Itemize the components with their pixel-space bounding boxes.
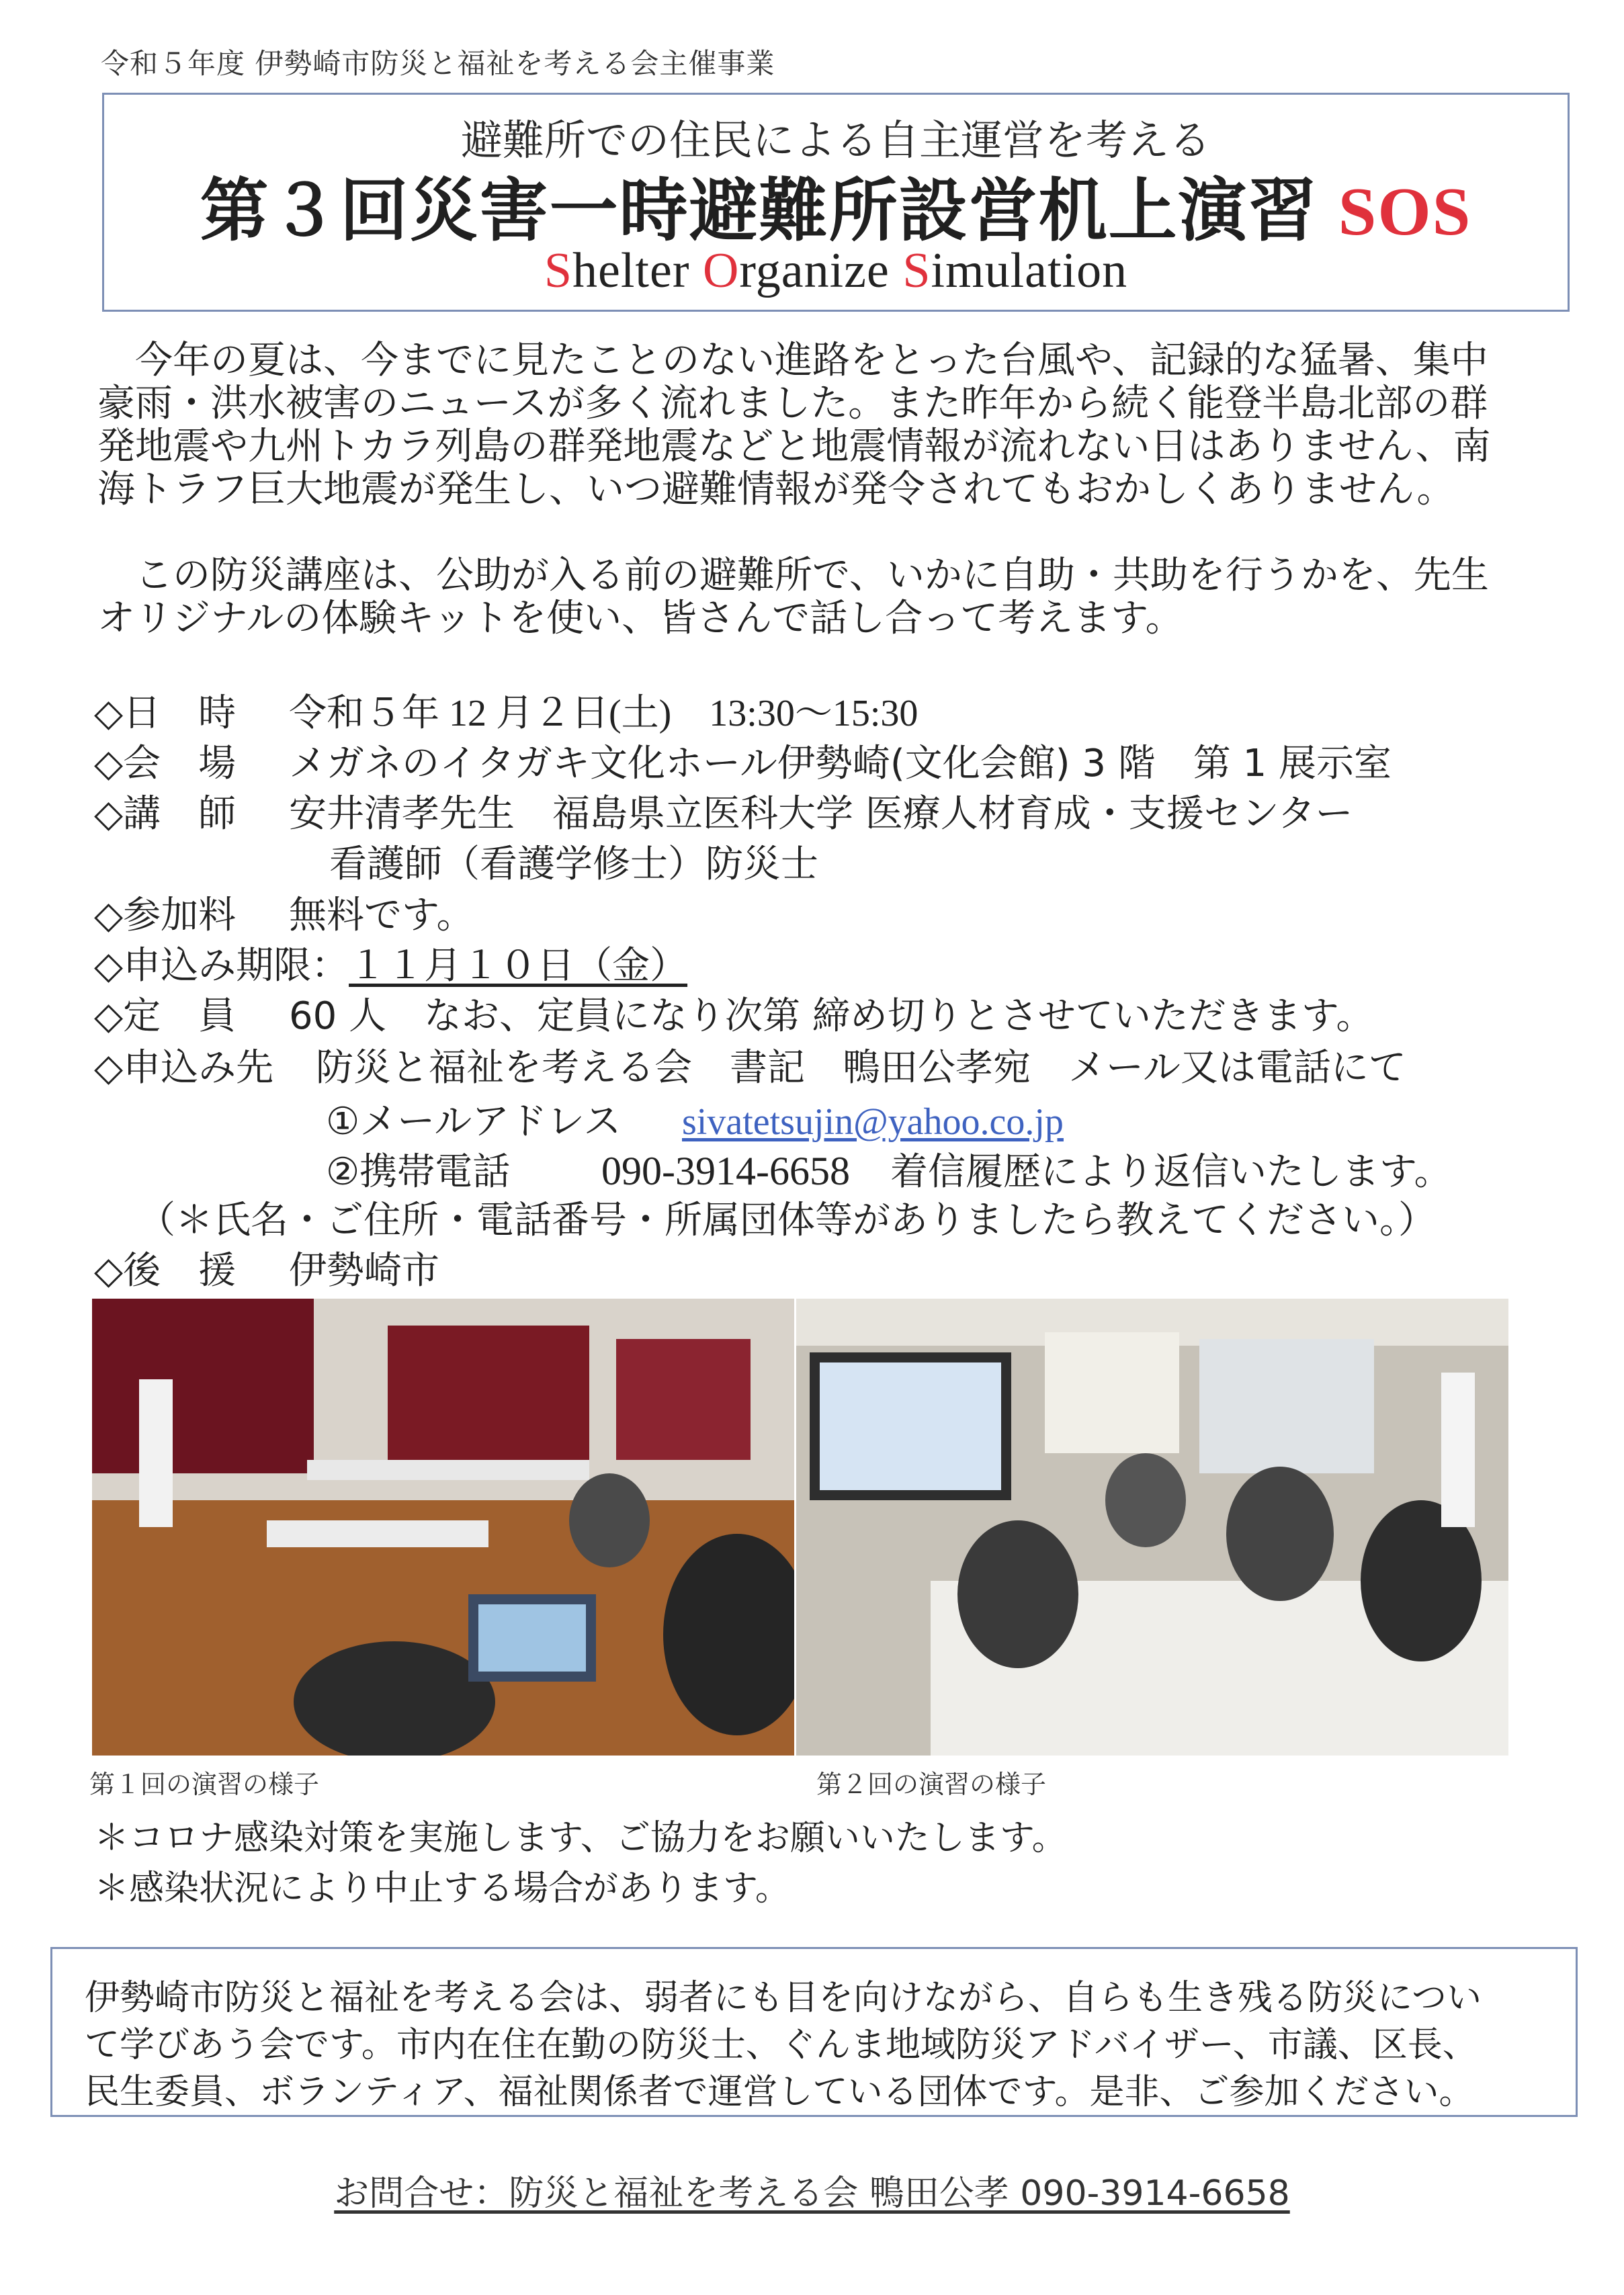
capacity-label: ◇定 員 [94,994,237,1038]
intro-line: 豪雨・洪水被害のニュースが多く流れました。また昨年から続く能登半島北部の群 [97,382,1488,425]
lecturer-title: 看護師（看護学修士）防災士 [329,842,818,886]
intro-line: 海トラフ巨大地震が発生し、いつ避難情報が発令されてもおかしくありません。 [97,468,1455,511]
fee-row [94,896,474,936]
event-title-text: 第３回災害一時避難所設営机上演習 [200,171,1318,251]
note-cancel: ＊感染状況により中止する場合があります。 [94,1868,790,1909]
venue-label: ◇会 場 [94,742,237,785]
english-word-imulation: imulation [931,243,1128,298]
fee-value: 無料です。 [289,894,474,937]
venue-row [94,744,1392,784]
support-value: 伊勢崎市 [289,1249,439,1293]
intro-line: オリジナルの体験キットを使い、皆さんで話し合って考えます。 [97,597,1183,640]
about-box [50,1947,1578,2117]
english-word-helter: helter [572,243,703,298]
capacity-value: 60 人 なお、定員になり次第 締め切りとさせていただきます。 [289,994,1374,1038]
note-covid: ＊コロナ感染対策を実施します、ご協力をお願いいたします。 [94,1818,1067,1858]
date-label: ◇日 時 [94,691,237,735]
photo-first-session [92,1299,794,1756]
event-title [104,157,1568,255]
english-word-rganize: rganize [739,243,903,298]
english-initial-o: O [702,243,740,298]
support-label: ◇後 援 [94,1249,237,1293]
email-link[interactable]: sivatetsujin@yahoo.co.jp [682,1101,1064,1143]
email-label: ①メールアドレス [326,1100,622,1143]
photo-second-session-image [796,1299,1508,1756]
support-row [94,1251,439,1291]
contact-line [0,2165,1624,2215]
date-value: 令和５年 12 月２日(土) 13:30～15:30 [289,693,918,734]
request-note: （＊氏名・ご住所・電話番号・所属団体等がありましたら教えてください。） [138,1199,1436,1242]
deadline-label: ◇申込み期限： [94,944,349,988]
about-line: 民生委員、ボランティア、福祉関係者で運営している団体です。是非、ご参加ください。 [85,2072,1474,2112]
intro-paragraph-1 [97,339,1576,511]
intro-paragraph-2 [97,554,1576,640]
phone-note: 着信履歴により返信いたします。 [890,1150,1452,1194]
date-row [94,693,918,734]
intro-line: 発地震や九州トカラ列島の群発地震などと地震情報が流れない日はありません、南 [97,425,1491,468]
lecturer-value: 安井清孝先生 福島県立医科大学 医療人材育成・支援センター [289,792,1353,836]
about-line: 伊勢崎市防災と福祉を考える会は、弱者にも目を向けながら、自らも生き残る防災につい [85,1978,1482,2018]
capacity-row [94,996,1373,1037]
fee-label: ◇参加料 [94,894,237,937]
apply-row [94,1048,1406,1088]
photo-first-session-image [92,1299,794,1756]
apply-value: 防災と福祉を考える会 書記 鴨田公孝宛 メール又は電話にて [316,1046,1406,1090]
phone-number: 090-3914-6658 [601,1149,850,1193]
organizer-line: 令和５年度 伊勢崎市防災と福祉を考える会主催事業 [101,47,775,80]
about-line: て学びあう会です。市内在住在勤の防災士、ぐんま地域防災アドバイザー、市議、区長、 [85,2025,1478,2065]
phone-row [326,1151,1452,1193]
english-title [104,243,1568,300]
phone-label: ②携帯電話 [326,1150,511,1194]
lecturer-row [94,794,1353,834]
sos-tag: SOS [1338,174,1472,250]
intro-line: この防災講座は、公助が入る前の避難所で、いかに自助・共助を行うかを、先生 [135,554,1489,597]
english-initial-s: S [544,243,573,298]
photo-second-session [796,1299,1508,1756]
venue-value: メガネのイタガキ文化ホール伊勢崎(文化会館) 3 階 第 1 展示室 [289,742,1392,785]
subtitle: 避難所での住民による自主運営を考える [460,116,1211,165]
title-box [102,93,1570,312]
caption-second-session: 第２回の演習の様子 [816,1770,1047,1799]
deadline-row [94,946,687,986]
caption-first-session: 第１回の演習の様子 [89,1770,320,1799]
lecturer-label: ◇講 師 [94,792,237,836]
intro-line: 今年の夏は、今までに見たことのない進路をとった台風や、記録的な猛暑、集中 [135,339,1488,382]
english-initial-s2: S [902,243,931,298]
deadline-value: １１月１０日（金） [349,944,688,988]
contact-text: お問合せ：防災と福祉を考える会 鴨田公孝 090-3914-6658 [334,2173,1290,2214]
email-row [326,1102,1064,1142]
apply-label: ◇申込み先 [94,1046,274,1090]
